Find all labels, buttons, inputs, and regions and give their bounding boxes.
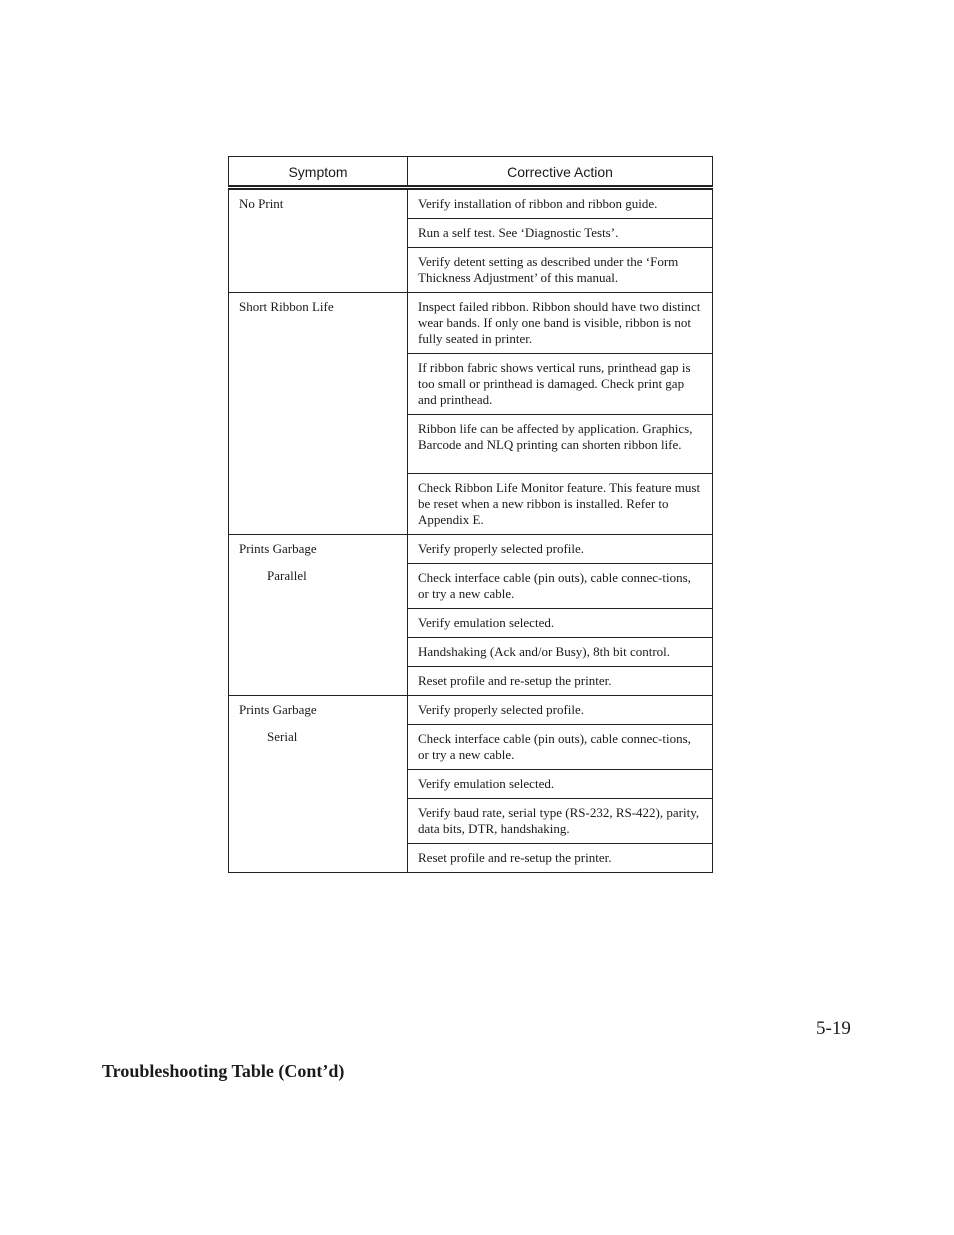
action-cell: Verify emulation selected. [408, 609, 713, 638]
symptom-cell [229, 535, 408, 696]
symptom-cell [229, 696, 408, 873]
symptom-cell [229, 293, 408, 535]
page-number: 5-19 [816, 1018, 851, 1039]
action-cell: Verify detent setting as described under the ‘Form Thickness Adjustment’ of this manual. [408, 248, 713, 293]
table-row [229, 535, 713, 564]
symptom-header: Symptom [229, 157, 408, 188]
action-cell: Verify emulation selected. [408, 770, 713, 799]
action-cell: Ribbon life can be affected by application. Graphics, Barcode and NLQ printing can shorten ribbon life. [408, 415, 713, 474]
symptom-label: Prints Garbage [239, 702, 317, 717]
action-cell: Verify baud rate, serial type (RS-232, RS-422), parity, data bits, DTR, handshaking. [408, 799, 713, 844]
action-cell: Handshaking (Ack and/or Busy), 8th bit control. [408, 638, 713, 667]
action-cell: Verify properly selected profile. [408, 696, 713, 725]
table-row [229, 188, 713, 219]
action-cell: Run a self test. See ‘Diagnostic Tests’. [408, 219, 713, 248]
action-cell: Check interface cable (pin outs), cable connec-tions, or try a new cable. [408, 725, 713, 770]
action-cell: Reset profile and re-setup the printer. [408, 667, 713, 696]
section-title: Troubleshooting Table (Cont’d) [102, 1061, 345, 1081]
symptom-cell [229, 188, 408, 293]
action-cell: Verify installation of ribbon and ribbon guide. [408, 188, 713, 219]
symptom-sublabel: Parallel [267, 568, 307, 583]
action-cell: Check Ribbon Life Monitor feature. This feature must be reset when a new ribbon is installed. Refer to Appendix E. [408, 474, 713, 535]
action-cell: Verify properly selected profile. [408, 535, 713, 564]
table-row [229, 293, 713, 354]
action-cell: Inspect failed ribbon. Ribbon should have two distinct wear bands. If only one band is visible, ribbon is not fully seated in printer. [408, 293, 713, 354]
symptom-sublabel: Serial [267, 729, 298, 744]
corrective-action-header: Corrective Action [408, 157, 713, 188]
symptom-label: No Print [239, 196, 284, 211]
troubleshooting-table [228, 156, 713, 873]
symptom-label: Short Ribbon Life [239, 299, 334, 314]
action-cell: If ribbon fabric shows vertical runs, printhead gap is too small or printhead is damaged. Check print gap and printhead. [408, 354, 713, 415]
action-cell: Check interface cable (pin outs), cable connec-tions, or try a new cable. [408, 564, 713, 609]
symptom-label: Prints Garbage [239, 541, 317, 556]
table-header-row [229, 157, 713, 188]
action-cell: Reset profile and re-setup the printer. [408, 844, 713, 873]
table-row [229, 696, 713, 725]
